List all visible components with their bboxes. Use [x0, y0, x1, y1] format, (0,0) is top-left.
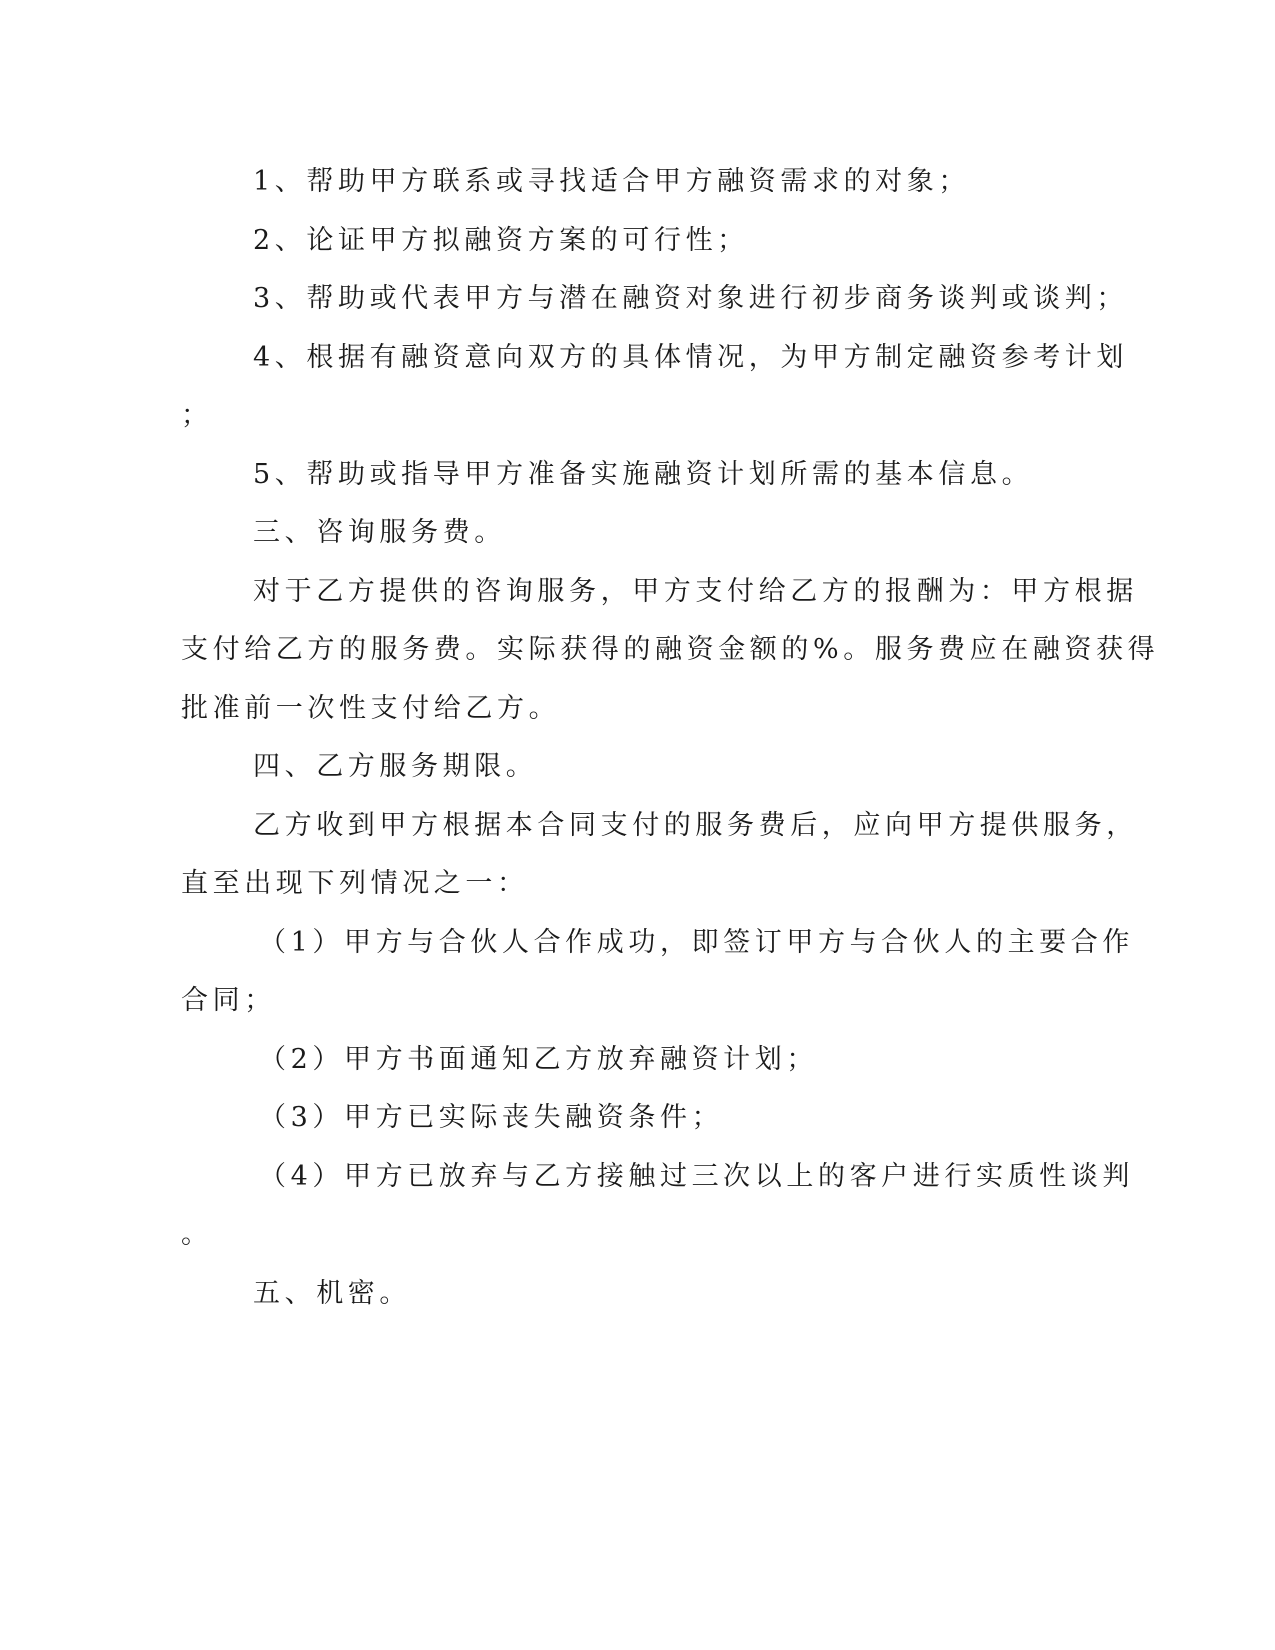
list-item-1: 1、帮助甲方联系或寻找适合甲方融资需求的对象； [253, 166, 970, 197]
list-item-3: 3、帮助或代表甲方与潜在融资对象进行初步商务谈判或谈判； [253, 283, 1128, 314]
section-heading-term: 四、乙方服务期限。 [253, 751, 538, 782]
paragraph-term-line-1: 乙方收到甲方根据本合同支付的服务费后，应向甲方提供服务， [253, 810, 1138, 841]
section-heading-fees: 三、咨询服务费。 [253, 517, 506, 548]
section-heading-confidentiality: 五、机密。 [253, 1278, 411, 1309]
paragraph-term-line-2: 直至出现下列情况之一： [181, 868, 529, 899]
condition-item-1: （1）甲方与合伙人合作成功，即签订甲方与合伙人的主要合作 [259, 927, 1134, 958]
paragraph-fees-line-1: 对于乙方提供的咨询服务，甲方支付给乙方的报酬为：甲方根据 [253, 576, 1138, 607]
list-item-4-continuation: ； [181, 400, 213, 431]
list-item-5: 5、帮助或指导甲方准备实施融资计划所需的基本信息。 [253, 459, 1034, 490]
condition-item-4-continuation: 。 [181, 1219, 213, 1250]
condition-item-2: （2）甲方书面通知乙方放弃融资计划； [259, 1044, 818, 1075]
paragraph-fees-line-2: 支付给乙方的服务费。实际获得的融资金额的%。服务费应在融资获得 [181, 634, 1160, 665]
list-item-4: 4、根据有融资意向双方的具体情况，为甲方制定融资参考计划 [253, 342, 1128, 373]
condition-item-3: （3）甲方已实际丧失融资条件； [259, 1102, 724, 1133]
paragraph-fees-line-3: 批准前一次性支付给乙方。 [181, 693, 561, 724]
list-item-2: 2、论证甲方拟融资方案的可行性； [253, 225, 749, 256]
condition-item-1-continuation: 合同； [181, 985, 276, 1016]
condition-item-4: （4）甲方已放弃与乙方接触过三次以上的客户进行实质性谈判 [259, 1161, 1134, 1192]
